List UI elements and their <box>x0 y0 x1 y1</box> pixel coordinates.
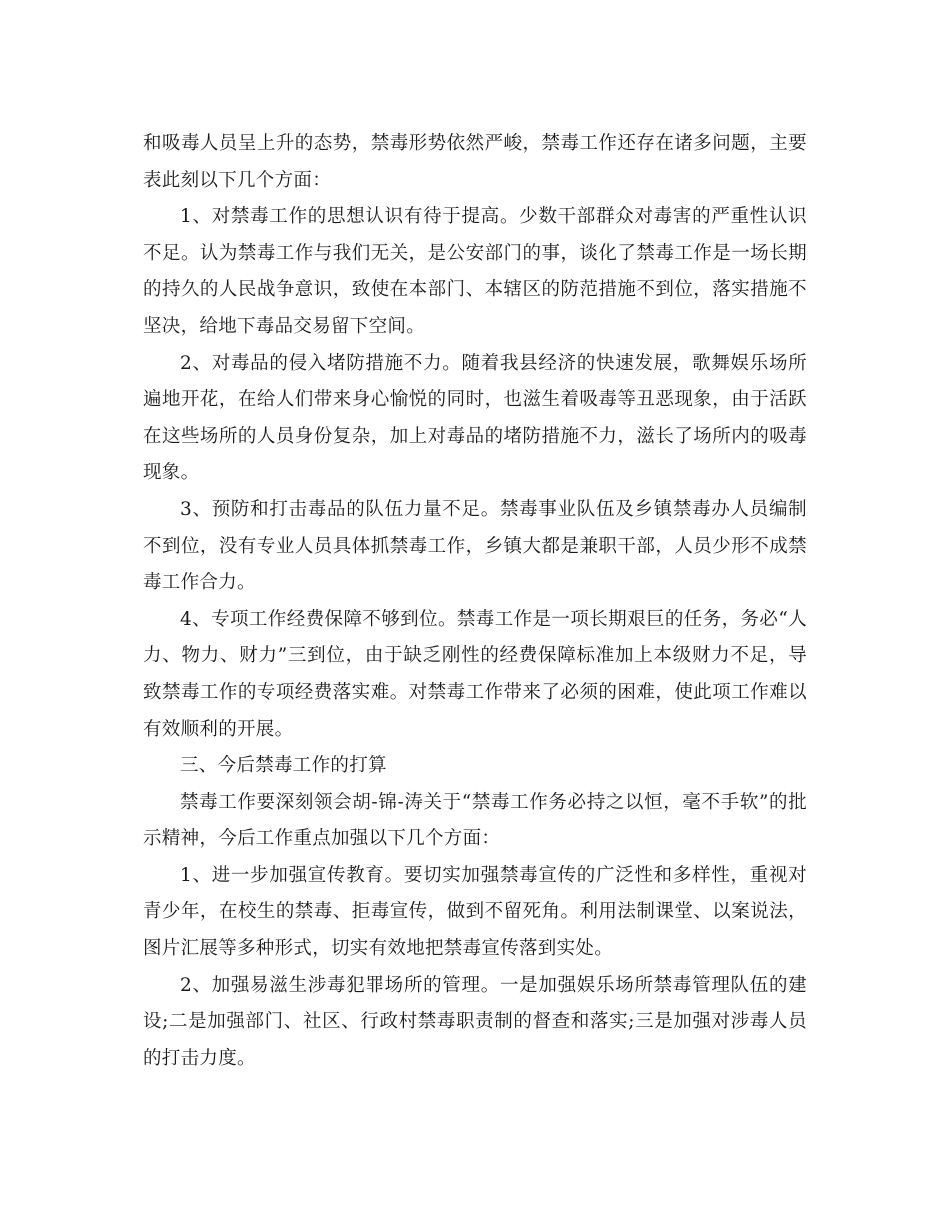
paragraph-issue-2: 2、对毒品的侵入堵防措施不力。随着我县经济的快速发展，歌舞娱乐场所遍地开花，在给人们带来身心愉悦的同时，也滋生着吸毒等丑恶现象，由于活跃在这些场所的人员身份复杂，加上对毒品的堵防措施不力，滋长了场所内的吸毒现象。 <box>143 352 807 484</box>
paragraph-issue-4: 4、专项工作经费保障不够到位。禁毒工作是一项长期艰巨的任务，务必“人力、物力、财力”三到位，由于缺乏刚性的经费保障标准加上本级财力不足，导致禁毒工作的专项经费落实难。对禁毒工作带来了必须的困难，使此项工作难以有效顺利的开展。 <box>143 608 807 740</box>
paragraph-plan-1: 1、进一步加强宣传教育。要切实加强禁毒宣传的广泛性和多样性，重视对青少年，在校生的禁毒、拒毒宣传，做到不留死角。利用法制课堂、以案说法，图片汇展等多种形式，切实有效地把禁毒宣传落到实处。 <box>143 864 807 960</box>
paragraph-continuation: 和吸毒人员呈上升的态势，禁毒形势依然严峻，禁毒工作还存在诸多问题，主要表此刻以下几个方面： <box>143 133 807 191</box>
section-heading: 三、今后禁毒工作的打算 <box>180 755 387 777</box>
paragraph-intro: 禁毒工作要深刻领会胡-锦-涛关于“禁毒工作务必持之以恒，毫不手软”的批示精神，今后工作重点加强以下几个方面： <box>143 791 807 850</box>
paragraph-issue-1: 1、对禁毒工作的思想认识有待于提高。少数干部群众对毒害的严重性认识不足。认为禁毒工作与我们无关，是公安部门的事，谈化了禁毒工作是一场长期的持久的人民战争意识，致使在本部门、本辖区的防范措施不到位，落实措施不坚决，给地下毒品交易留下空间。 <box>143 206 807 337</box>
paragraph-issue-3: 3、预防和打击毒品的队伍力量不足。禁毒事业队伍及乡镇禁毒办人员编制不到位，没有专业人员具体抓禁毒工作，乡镇大都是兼职干部，人员少形不成禁毒工作合力。 <box>143 498 807 594</box>
paragraph-plan-2: 2、加强易滋生涉毒犯罪场所的管理。一是加强娱乐场所禁毒管理队伍的建设;二是加强部门、社区、行政村禁毒职责制的督查和落实;三是加强对涉毒人员的打击力度。 <box>143 974 807 1069</box>
document-page <box>143 126 807 1077</box>
